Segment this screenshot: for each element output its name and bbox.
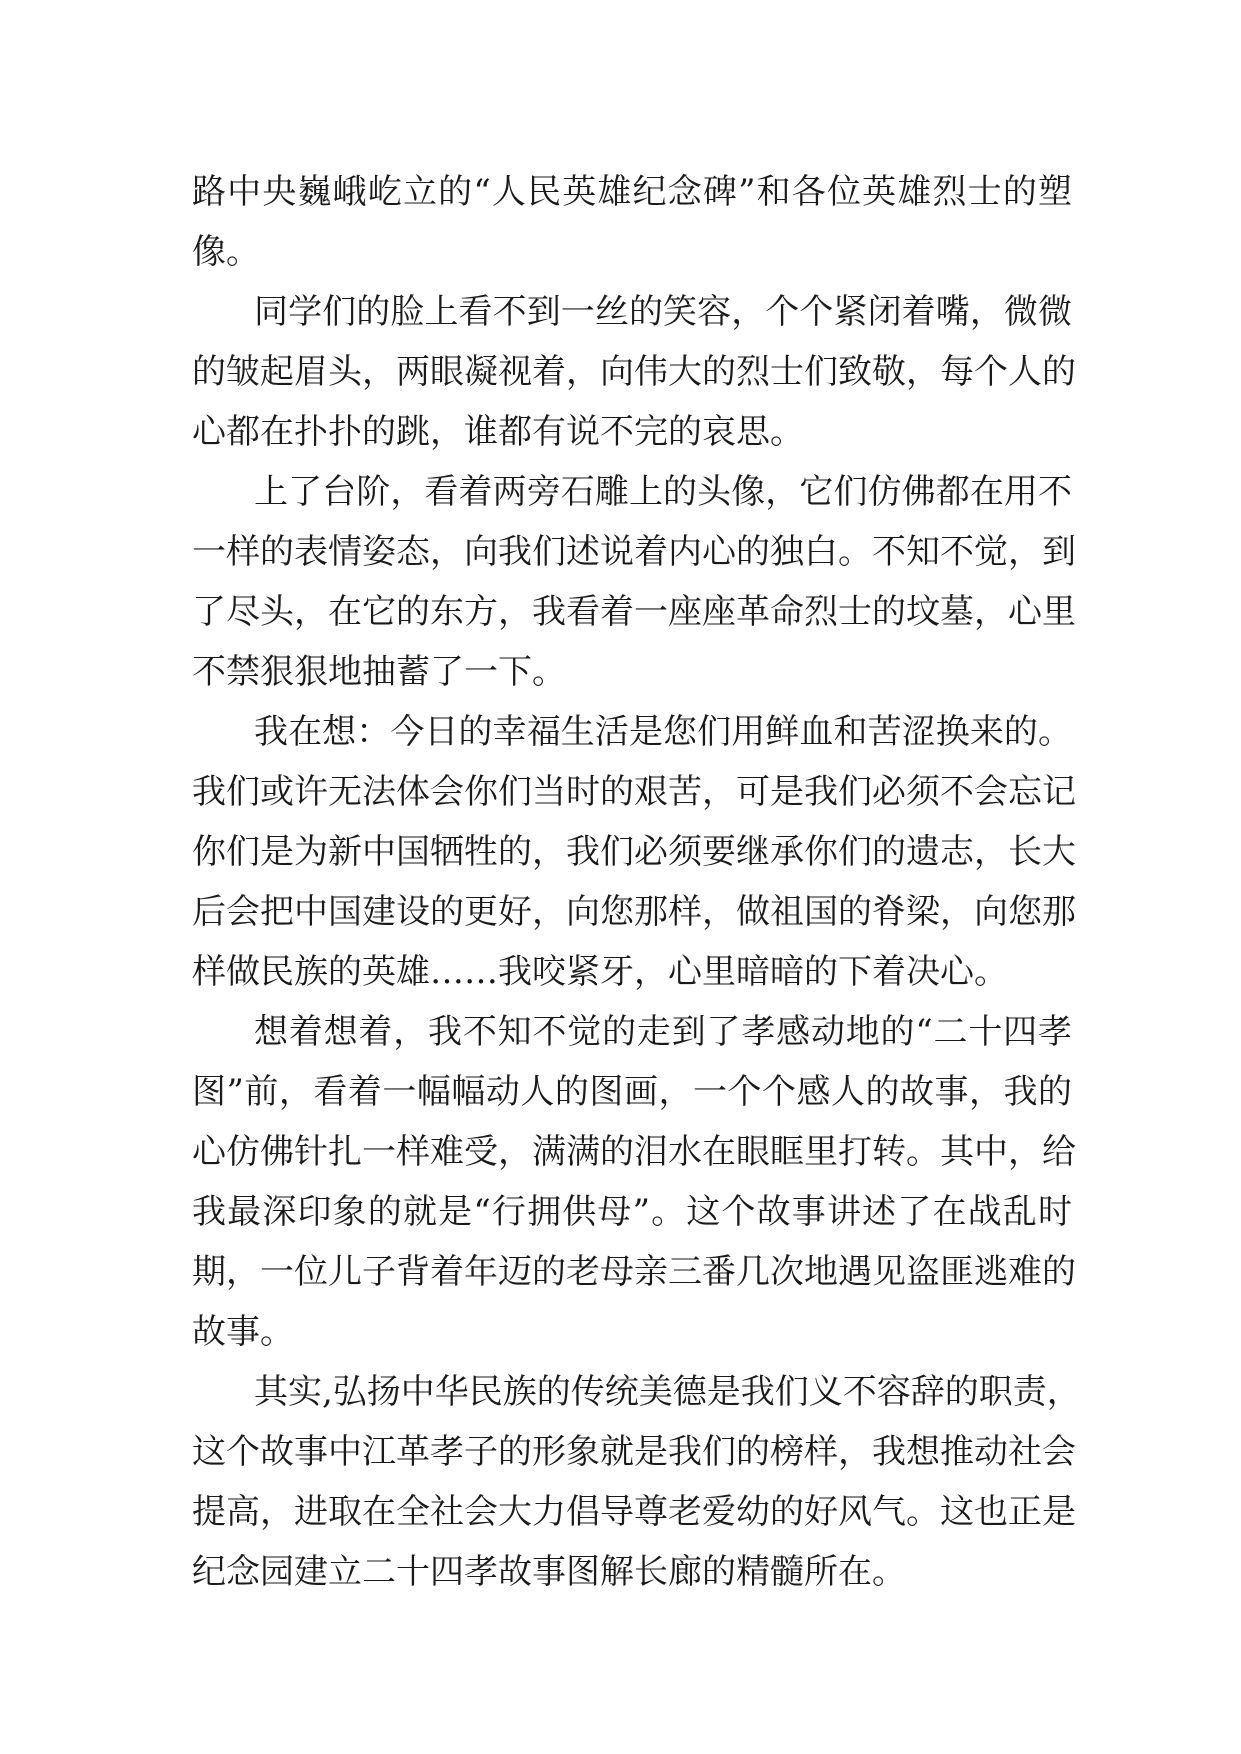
text-line: 你们是为新中国牺牲的，我们必须要继承你们的遗志，长大 (192, 832, 1076, 872)
document-body (192, 162, 1081, 1602)
text-line: 一样的表情姿态，向我们述说着内心的独白。不知不觉，到 (192, 532, 1076, 572)
text-line: 这个故事中江革孝子的形象就是我们的榜样，我想推动社会 (192, 1432, 1076, 1472)
text-line: 我们或许无法体会你们当时的艰苦，可是我们必须不会忘记 (192, 772, 1076, 812)
text-line: 样做民族的英雄……我咬紧牙，心里暗暗的下着决心。 (192, 952, 1008, 992)
text-line: 上了台阶，看着两旁石雕上的头像，它们仿佛都在用不 (254, 472, 1072, 512)
text-line: 后会把中国建设的更好，向您那样，做祖国的脊梁，向您那 (192, 892, 1076, 932)
text-line: 心都在扑扑的跳，谁都有说不完的哀思。 (192, 412, 804, 452)
text-line: 故事。 (192, 1312, 294, 1352)
text-line: 像。 (192, 232, 260, 272)
paragraph (192, 282, 1076, 462)
text-line: 我在想：今日的幸福生活是您们用鲜血和苦涩换来的。 (254, 712, 1072, 752)
text-line: 我最深印象的就是“行拥供母”。这个故事讲述了在战乱时 (192, 1192, 1072, 1232)
text-line: 同学们的脸上看不到一丝的笑容，个个紧闭着嘴，微微 (254, 292, 1072, 332)
text-line: 路中央巍峨屹立的“人民英雄纪念碑”和各位英雄烈士的塑 (192, 172, 1072, 212)
text-line: 的皱起眉头，两眼凝视着，向伟大的烈士们致敬，每个人的 (192, 352, 1076, 392)
text-line: 其实,弘扬中华民族的传统美德是我们义不容辞的职责， (254, 1372, 1081, 1412)
text-line: 图”前，看着一幅幅动人的图画，一个个感人的故事，我的 (192, 1072, 1072, 1112)
text-line: 不禁狠狠地抽蓄了一下。 (192, 652, 566, 692)
text-line: 心仿佛针扎一样难受，满满的泪水在眼眶里打转。其中，给 (192, 1132, 1076, 1172)
paragraph (192, 1362, 1081, 1602)
paragraph (192, 1002, 1076, 1362)
text-line: 想着想着，我不知不觉的走到了孝感动地的“二十四孝 (254, 1012, 1072, 1052)
text-line: 提高，进取在全社会大力倡导尊老爱幼的好风气。这也正是 (192, 1492, 1076, 1532)
text-line: 期，一位儿子背着年迈的老母亲三番几次地遇见盗匪逃难的 (192, 1252, 1076, 1292)
paragraph (192, 462, 1076, 702)
text-line: 了尽头，在它的东方，我看着一座座革命烈士的坟墓，心里 (192, 592, 1076, 632)
text-line: 纪念园建立二十四孝故事图解长廊的精髓所在。 (192, 1552, 906, 1592)
paragraph (192, 162, 1072, 282)
paragraph (192, 702, 1076, 1002)
